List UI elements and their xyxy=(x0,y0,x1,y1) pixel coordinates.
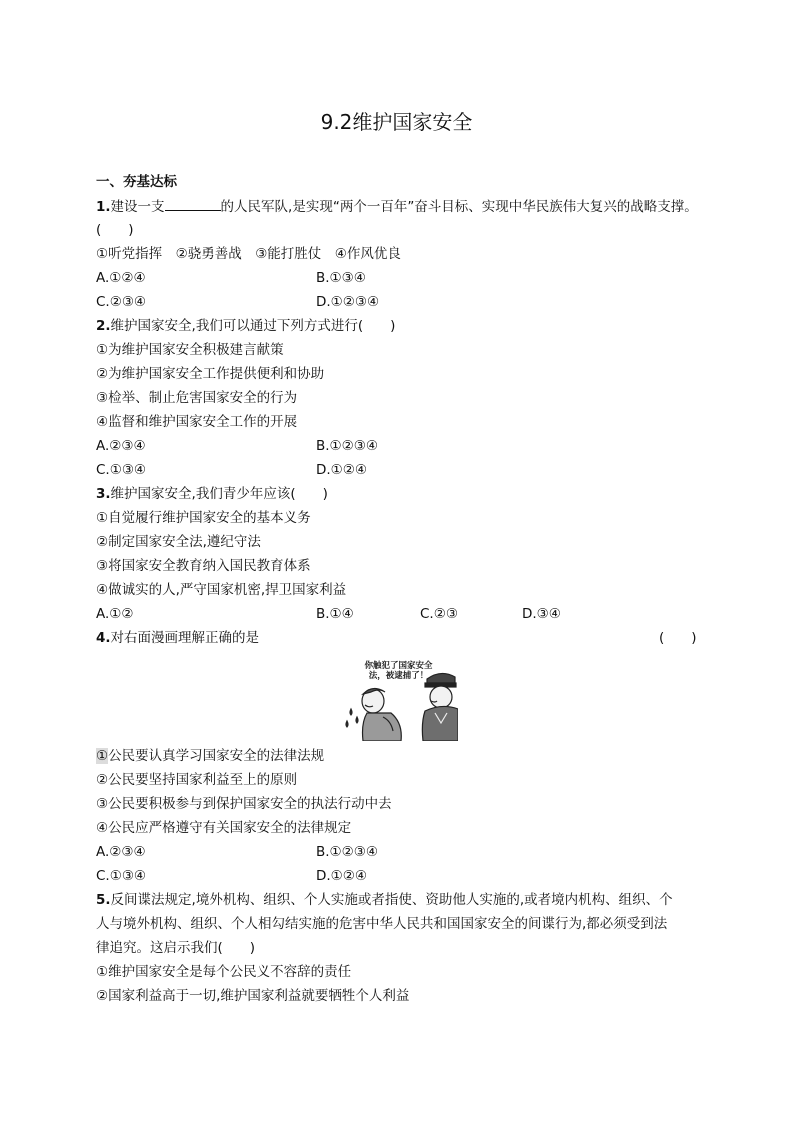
answer-paren: ( ) xyxy=(659,630,697,646)
choice-a: A.②③④ xyxy=(96,844,146,860)
question-3-stem xyxy=(96,484,328,504)
option-item: ②国家利益高于一切,维护国家利益就要牺牲个人利益 xyxy=(96,988,410,1004)
choice-a: A.①② xyxy=(96,606,134,622)
stem-text: 维护国家安全,我们青少年应该( ) xyxy=(110,486,328,502)
page-title: 9.2维护国家安全 xyxy=(320,110,473,134)
option-item: ①为维护国家安全积极建言献策 xyxy=(96,342,284,358)
question-4-stem xyxy=(96,628,259,648)
stem-text: 维护国家安全,我们可以通过下列方式进行( ) xyxy=(110,318,396,334)
choice-a: A.①②④ xyxy=(96,270,146,286)
choice-d: D.①②④ xyxy=(316,868,367,884)
choice-c: C.②③ xyxy=(420,606,458,622)
question-number: 3. xyxy=(96,486,111,502)
highlighted-mark: ① xyxy=(96,748,109,764)
choice-row xyxy=(96,842,378,862)
question-1-items: ①听党指挥 ②骁勇善战 ③能打胜仗 ④作风优良 xyxy=(96,246,401,262)
cartoon-speech-line: 法，被逮捕了！ xyxy=(368,671,429,681)
option-item: ②为维护国家安全工作提供便利和协助 xyxy=(96,366,325,382)
option-item: ①自觉履行维护国家安全的基本义务 xyxy=(96,510,311,526)
option-text: 公民要认真学习国家安全的法律法规 xyxy=(108,748,325,764)
fill-blank xyxy=(165,196,221,211)
option-item: ②制定国家安全法,遵纪守法 xyxy=(96,534,261,550)
stem-part: 建设一支 xyxy=(110,199,165,215)
option-item: ④做诚实的人,严守国家机密,捍卫国家利益 xyxy=(96,582,347,598)
choice-c: C.②③④ xyxy=(96,294,147,310)
choice-d: D.①②③④ xyxy=(316,294,380,310)
question-number: 1. xyxy=(96,199,111,215)
choice-b: B.①③④ xyxy=(316,270,366,286)
question-number: 5. xyxy=(96,892,111,908)
choice-b: B.①②③④ xyxy=(316,438,378,454)
answer-paren: ( ) xyxy=(96,222,134,238)
option-item: ③公民要积极参与到保护国家安全的执法行动中去 xyxy=(96,796,392,812)
choice-a: A.②③④ xyxy=(96,438,146,454)
question-5-stem xyxy=(96,890,673,910)
option-item: ③检举、制止危害国家安全的行为 xyxy=(96,390,298,406)
choice-d: D.③④ xyxy=(522,606,561,622)
choice-row xyxy=(96,436,378,456)
choice-c: C.①③④ xyxy=(96,868,147,884)
question-number: 2. xyxy=(96,318,111,334)
cartoon-speech-line: 你触犯了国家安全 xyxy=(364,661,433,671)
option-item: ③将国家安全教育纳入国民教育体系 xyxy=(96,558,311,574)
cartoon-speech xyxy=(339,661,458,681)
section-heading: 一、夯基达标 xyxy=(96,174,177,190)
choice-row xyxy=(96,292,380,312)
choice-d: D.①②④ xyxy=(316,462,367,478)
option-item: ④公民应严格遵守有关国家安全的法律规定 xyxy=(96,820,352,836)
cartoon-image xyxy=(339,661,458,741)
stem-continuation: 人与境外机构、组织、个人相勾结实施的危害中华人民共和国国家安全的间谍行为,都必须受到法 xyxy=(96,916,668,932)
question-1-stem xyxy=(96,196,698,217)
stem-part: 的人民军队,是实现“两个一百年”奋斗目标、实现中华民族伟大复兴的战略支撑。 xyxy=(220,199,698,215)
stem-text: 对右面漫画理解正确的是 xyxy=(110,630,260,646)
choice-row xyxy=(96,604,561,624)
question-2-stem xyxy=(96,316,395,336)
choice-row xyxy=(96,460,367,480)
choice-b: B.①②③④ xyxy=(316,844,378,860)
stem-text: 反间谍法规定,境外机构、组织、个人实施或者指使、资助他人实施的,或者境内机构、组织、个 xyxy=(110,892,673,908)
option-item: ①维护国家安全是每个公民义不容辞的责任 xyxy=(96,964,352,980)
option-item: ②公民要坚持国家利益至上的原则 xyxy=(96,772,298,788)
choice-b: B.①④ xyxy=(316,606,354,622)
option-item: ④监督和维护国家安全工作的开展 xyxy=(96,414,298,430)
choice-row xyxy=(96,866,367,886)
choice-row xyxy=(96,268,366,288)
option-item xyxy=(96,746,324,766)
stem-continuation: 律追究。这启示我们( ) xyxy=(96,940,256,956)
question-number: 4. xyxy=(96,630,111,646)
choice-c: C.①③④ xyxy=(96,462,147,478)
